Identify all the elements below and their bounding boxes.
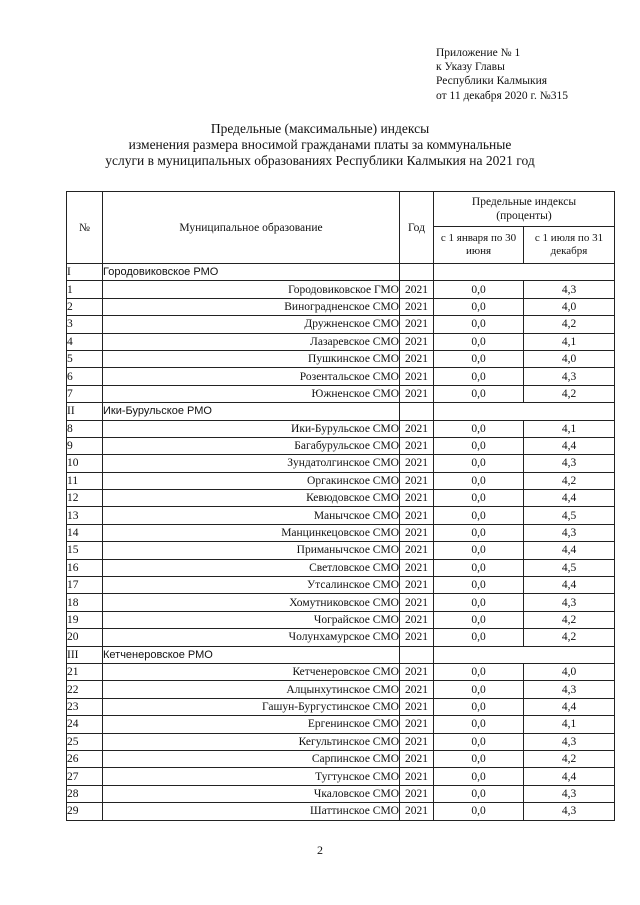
row-number: 12 xyxy=(67,490,103,507)
municipality-name: Тугтунское СМО xyxy=(103,768,400,785)
row-number: 13 xyxy=(67,507,103,524)
index-period-2: 4,2 xyxy=(524,611,615,628)
municipality-name: Багабурульское СМО xyxy=(103,437,400,454)
row-number: 14 xyxy=(67,524,103,541)
index-period-2: 4,3 xyxy=(524,368,615,385)
table-row xyxy=(67,768,615,785)
header-municipality: Муниципальное образование xyxy=(103,192,400,264)
index-period-1: 0,0 xyxy=(434,524,524,541)
year-cell: 2021 xyxy=(400,733,434,750)
header-period-1 xyxy=(434,227,524,264)
row-number: 4 xyxy=(67,333,103,350)
index-period-2: 4,4 xyxy=(524,768,615,785)
index-period-1: 0,0 xyxy=(434,316,524,333)
municipality-name: Южненское СМО xyxy=(103,385,400,402)
row-number: 10 xyxy=(67,455,103,472)
table-row xyxy=(67,542,615,559)
section-number: I xyxy=(67,264,103,281)
row-number: 29 xyxy=(67,803,103,820)
table-row xyxy=(67,681,615,698)
index-period-1: 0,0 xyxy=(434,733,524,750)
section-row xyxy=(67,264,615,281)
section-name: Ики-Бурульское РМО xyxy=(103,403,400,420)
row-number: 7 xyxy=(67,385,103,402)
appendix-line: Республики Калмыкия xyxy=(436,75,548,88)
index-period-2: 4,4 xyxy=(524,542,615,559)
table-row xyxy=(67,333,615,350)
year-cell: 2021 xyxy=(400,281,434,298)
section-row xyxy=(67,646,615,663)
index-period-2: 4,3 xyxy=(524,733,615,750)
year-cell: 2021 xyxy=(400,298,434,315)
year-cell: 2021 xyxy=(400,681,434,698)
municipality-name: Сарпинское СМО xyxy=(103,750,400,767)
year-cell: 2021 xyxy=(400,803,434,820)
municipality-name: Ики-Бурульское СМО xyxy=(103,420,400,437)
index-period-1: 0,0 xyxy=(434,594,524,611)
table-row xyxy=(67,350,615,367)
table-row xyxy=(67,803,615,820)
year-cell: 2021 xyxy=(400,768,434,785)
header-period-1-label: с 1 января по 30 июня xyxy=(440,232,517,257)
table-row xyxy=(67,316,615,333)
index-period-2: 4,1 xyxy=(524,420,615,437)
header-num: № xyxy=(67,192,103,264)
year-cell: 2021 xyxy=(400,490,434,507)
index-period-2: 4,3 xyxy=(524,594,615,611)
index-period-2: 4,3 xyxy=(524,455,615,472)
year-cell: 2021 xyxy=(400,420,434,437)
municipality-name: Чкаловское СМО xyxy=(103,785,400,802)
table-row xyxy=(67,716,615,733)
municipality-name: Кетченеровское СМО xyxy=(103,663,400,680)
municipality-name: Дружненское СМО xyxy=(103,316,400,333)
index-period-1: 0,0 xyxy=(434,298,524,315)
municipality-name: Утсалинское СМО xyxy=(103,577,400,594)
section-row xyxy=(67,403,615,420)
table-row xyxy=(67,594,615,611)
year-cell: 2021 xyxy=(400,524,434,541)
row-number: 8 xyxy=(67,420,103,437)
row-number: 28 xyxy=(67,785,103,802)
index-period-1: 0,0 xyxy=(434,663,524,680)
empty-cell xyxy=(400,264,434,281)
table-row xyxy=(67,368,615,385)
year-cell: 2021 xyxy=(400,333,434,350)
municipality-name: Зундатолгинское СМО xyxy=(103,455,400,472)
appendix-line: Приложение № 1 xyxy=(436,47,521,59)
municipality-name: Манцинкецовское СМО xyxy=(103,524,400,541)
municipality-name: Чограйское СМО xyxy=(103,611,400,628)
municipality-name: Розентальское СМО xyxy=(103,368,400,385)
index-period-1: 0,0 xyxy=(434,490,524,507)
row-number: 21 xyxy=(67,663,103,680)
empty-cell xyxy=(400,646,434,663)
index-period-1: 0,0 xyxy=(434,542,524,559)
row-number: 25 xyxy=(67,733,103,750)
table-row xyxy=(67,298,615,315)
appendix-line: к Указу Главы xyxy=(436,61,505,74)
municipality-name: Лазаревское СМО xyxy=(103,333,400,350)
municipality-name: Гашун-Бургустинское СМО xyxy=(103,698,400,715)
municipality-name: Светловское СМО xyxy=(103,559,400,576)
table-row xyxy=(67,472,615,489)
index-period-2: 4,3 xyxy=(524,785,615,802)
empty-cell xyxy=(434,264,615,281)
municipality-name: Приманычское СМО xyxy=(103,542,400,559)
table-row xyxy=(67,281,615,298)
index-period-2: 4,2 xyxy=(524,316,615,333)
header-indices xyxy=(434,192,615,227)
index-period-2: 4,1 xyxy=(524,333,615,350)
page-number: 2 xyxy=(317,843,323,857)
index-period-1: 0,0 xyxy=(434,333,524,350)
table-row xyxy=(67,490,615,507)
index-period-2: 4,2 xyxy=(524,472,615,489)
index-period-1: 0,0 xyxy=(434,750,524,767)
table-row xyxy=(67,437,615,454)
row-number: 16 xyxy=(67,559,103,576)
municipality-name: Алцынхутинское СМО xyxy=(103,681,400,698)
row-number: 22 xyxy=(67,681,103,698)
year-cell: 2021 xyxy=(400,507,434,524)
row-number: 5 xyxy=(67,350,103,367)
index-period-1: 0,0 xyxy=(434,611,524,628)
table-row xyxy=(67,385,615,402)
municipality-name: Манычское СМО xyxy=(103,507,400,524)
section-name: Кетченеровское РМО xyxy=(103,646,400,663)
index-period-2: 4,5 xyxy=(524,507,615,524)
section-number: II xyxy=(67,403,103,420)
year-cell: 2021 xyxy=(400,437,434,454)
index-period-1: 0,0 xyxy=(434,385,524,402)
table-header xyxy=(67,192,615,264)
row-number: 11 xyxy=(67,472,103,489)
title-line: Предельные (максимальные) индексы xyxy=(210,121,430,136)
appendix-note xyxy=(436,46,568,103)
row-number: 17 xyxy=(67,577,103,594)
row-number: 26 xyxy=(67,750,103,767)
year-cell: 2021 xyxy=(400,350,434,367)
table-row xyxy=(67,420,615,437)
index-period-1: 0,0 xyxy=(434,803,524,820)
index-period-1: 0,0 xyxy=(434,681,524,698)
row-number: 6 xyxy=(67,368,103,385)
table-row xyxy=(67,698,615,715)
year-cell: 2021 xyxy=(400,559,434,576)
index-period-2: 4,0 xyxy=(524,350,615,367)
empty-cell xyxy=(434,403,615,420)
title-line: изменения размера вносимой гражданами платы за коммунальные xyxy=(128,137,512,152)
index-period-1: 0,0 xyxy=(434,472,524,489)
index-period-2: 4,3 xyxy=(524,681,615,698)
municipality-name: Виноградненское СМО xyxy=(103,298,400,315)
index-period-2: 4,3 xyxy=(524,281,615,298)
index-period-1: 0,0 xyxy=(434,629,524,646)
index-period-2: 4,3 xyxy=(524,803,615,820)
row-number: 19 xyxy=(67,611,103,628)
row-number: 9 xyxy=(67,437,103,454)
document-title xyxy=(0,121,640,169)
table-row xyxy=(67,577,615,594)
year-cell: 2021 xyxy=(400,542,434,559)
index-period-1: 0,0 xyxy=(434,507,524,524)
row-number: 20 xyxy=(67,629,103,646)
year-cell: 2021 xyxy=(400,368,434,385)
year-cell: 2021 xyxy=(400,698,434,715)
table-body xyxy=(67,264,615,821)
empty-cell xyxy=(400,403,434,420)
index-period-2: 4,4 xyxy=(524,437,615,454)
index-period-1: 0,0 xyxy=(434,368,524,385)
index-period-1: 0,0 xyxy=(434,455,524,472)
row-number: 1 xyxy=(67,281,103,298)
header-indices-label: Предельные индексы (проценты) xyxy=(471,196,577,222)
year-cell: 2021 xyxy=(400,594,434,611)
municipality-name: Пушкинское СМО xyxy=(103,350,400,367)
index-period-1: 0,0 xyxy=(434,281,524,298)
year-cell: 2021 xyxy=(400,455,434,472)
table-row xyxy=(67,507,615,524)
municipality-name: Оргакинское СМО xyxy=(103,472,400,489)
index-period-2: 4,3 xyxy=(524,524,615,541)
row-number: 15 xyxy=(67,542,103,559)
table-row xyxy=(67,750,615,767)
index-period-2: 4,1 xyxy=(524,716,615,733)
municipality-name: Ергенинское СМО xyxy=(103,716,400,733)
index-period-1: 0,0 xyxy=(434,437,524,454)
index-period-2: 4,2 xyxy=(524,385,615,402)
row-number: 2 xyxy=(67,298,103,315)
index-period-2: 4,4 xyxy=(524,577,615,594)
year-cell: 2021 xyxy=(400,385,434,402)
year-cell: 2021 xyxy=(400,577,434,594)
index-period-1: 0,0 xyxy=(434,768,524,785)
table-row xyxy=(67,611,615,628)
index-period-1: 0,0 xyxy=(434,716,524,733)
table-row xyxy=(67,455,615,472)
index-period-1: 0,0 xyxy=(434,420,524,437)
row-number: 18 xyxy=(67,594,103,611)
index-period-1: 0,0 xyxy=(434,698,524,715)
row-number: 24 xyxy=(67,716,103,733)
table-row xyxy=(67,629,615,646)
section-number: III xyxy=(67,646,103,663)
index-period-2: 4,2 xyxy=(524,750,615,767)
title-line: услуги в муниципальных образованиях Республики Калмыкия на 2021 год xyxy=(105,153,535,168)
row-number: 23 xyxy=(67,698,103,715)
index-period-2: 4,0 xyxy=(524,663,615,680)
table-row xyxy=(67,785,615,802)
table-row xyxy=(67,663,615,680)
year-cell: 2021 xyxy=(400,663,434,680)
year-cell: 2021 xyxy=(400,472,434,489)
municipality-name: Хомутниковское СМО xyxy=(103,594,400,611)
year-cell: 2021 xyxy=(400,629,434,646)
index-period-2: 4,4 xyxy=(524,698,615,715)
header-year: Год xyxy=(400,192,434,264)
year-cell: 2021 xyxy=(400,316,434,333)
table-row xyxy=(67,524,615,541)
header-period-2-label: с 1 июля по 31 декабря xyxy=(534,232,604,257)
municipality-name: Городовиковское ГМО xyxy=(103,281,400,298)
municipality-name: Кевюдовское СМО xyxy=(103,490,400,507)
index-period-2: 4,2 xyxy=(524,629,615,646)
index-period-2: 4,4 xyxy=(524,490,615,507)
row-number: 27 xyxy=(67,768,103,785)
year-cell: 2021 xyxy=(400,611,434,628)
section-name: Городовиковское РМО xyxy=(103,264,400,281)
index-period-1: 0,0 xyxy=(434,350,524,367)
header-period-2 xyxy=(524,227,615,264)
index-period-1: 0,0 xyxy=(434,785,524,802)
index-period-1: 0,0 xyxy=(434,559,524,576)
empty-cell xyxy=(434,646,615,663)
index-period-2: 4,0 xyxy=(524,298,615,315)
year-cell: 2021 xyxy=(400,716,434,733)
table-row xyxy=(67,559,615,576)
municipality-name: Кегультинское СМО xyxy=(103,733,400,750)
appendix-line: от 11 декабря 2020 г. №315 xyxy=(436,89,568,102)
municipality-name: Чолунхамурское СМО xyxy=(103,629,400,646)
year-cell: 2021 xyxy=(400,785,434,802)
index-period-2: 4,5 xyxy=(524,559,615,576)
year-cell: 2021 xyxy=(400,750,434,767)
row-number: 3 xyxy=(67,316,103,333)
index-period-1: 0,0 xyxy=(434,577,524,594)
table-row xyxy=(67,733,615,750)
indices-table xyxy=(66,191,615,821)
municipality-name: Шаттинское СМО xyxy=(103,803,400,820)
